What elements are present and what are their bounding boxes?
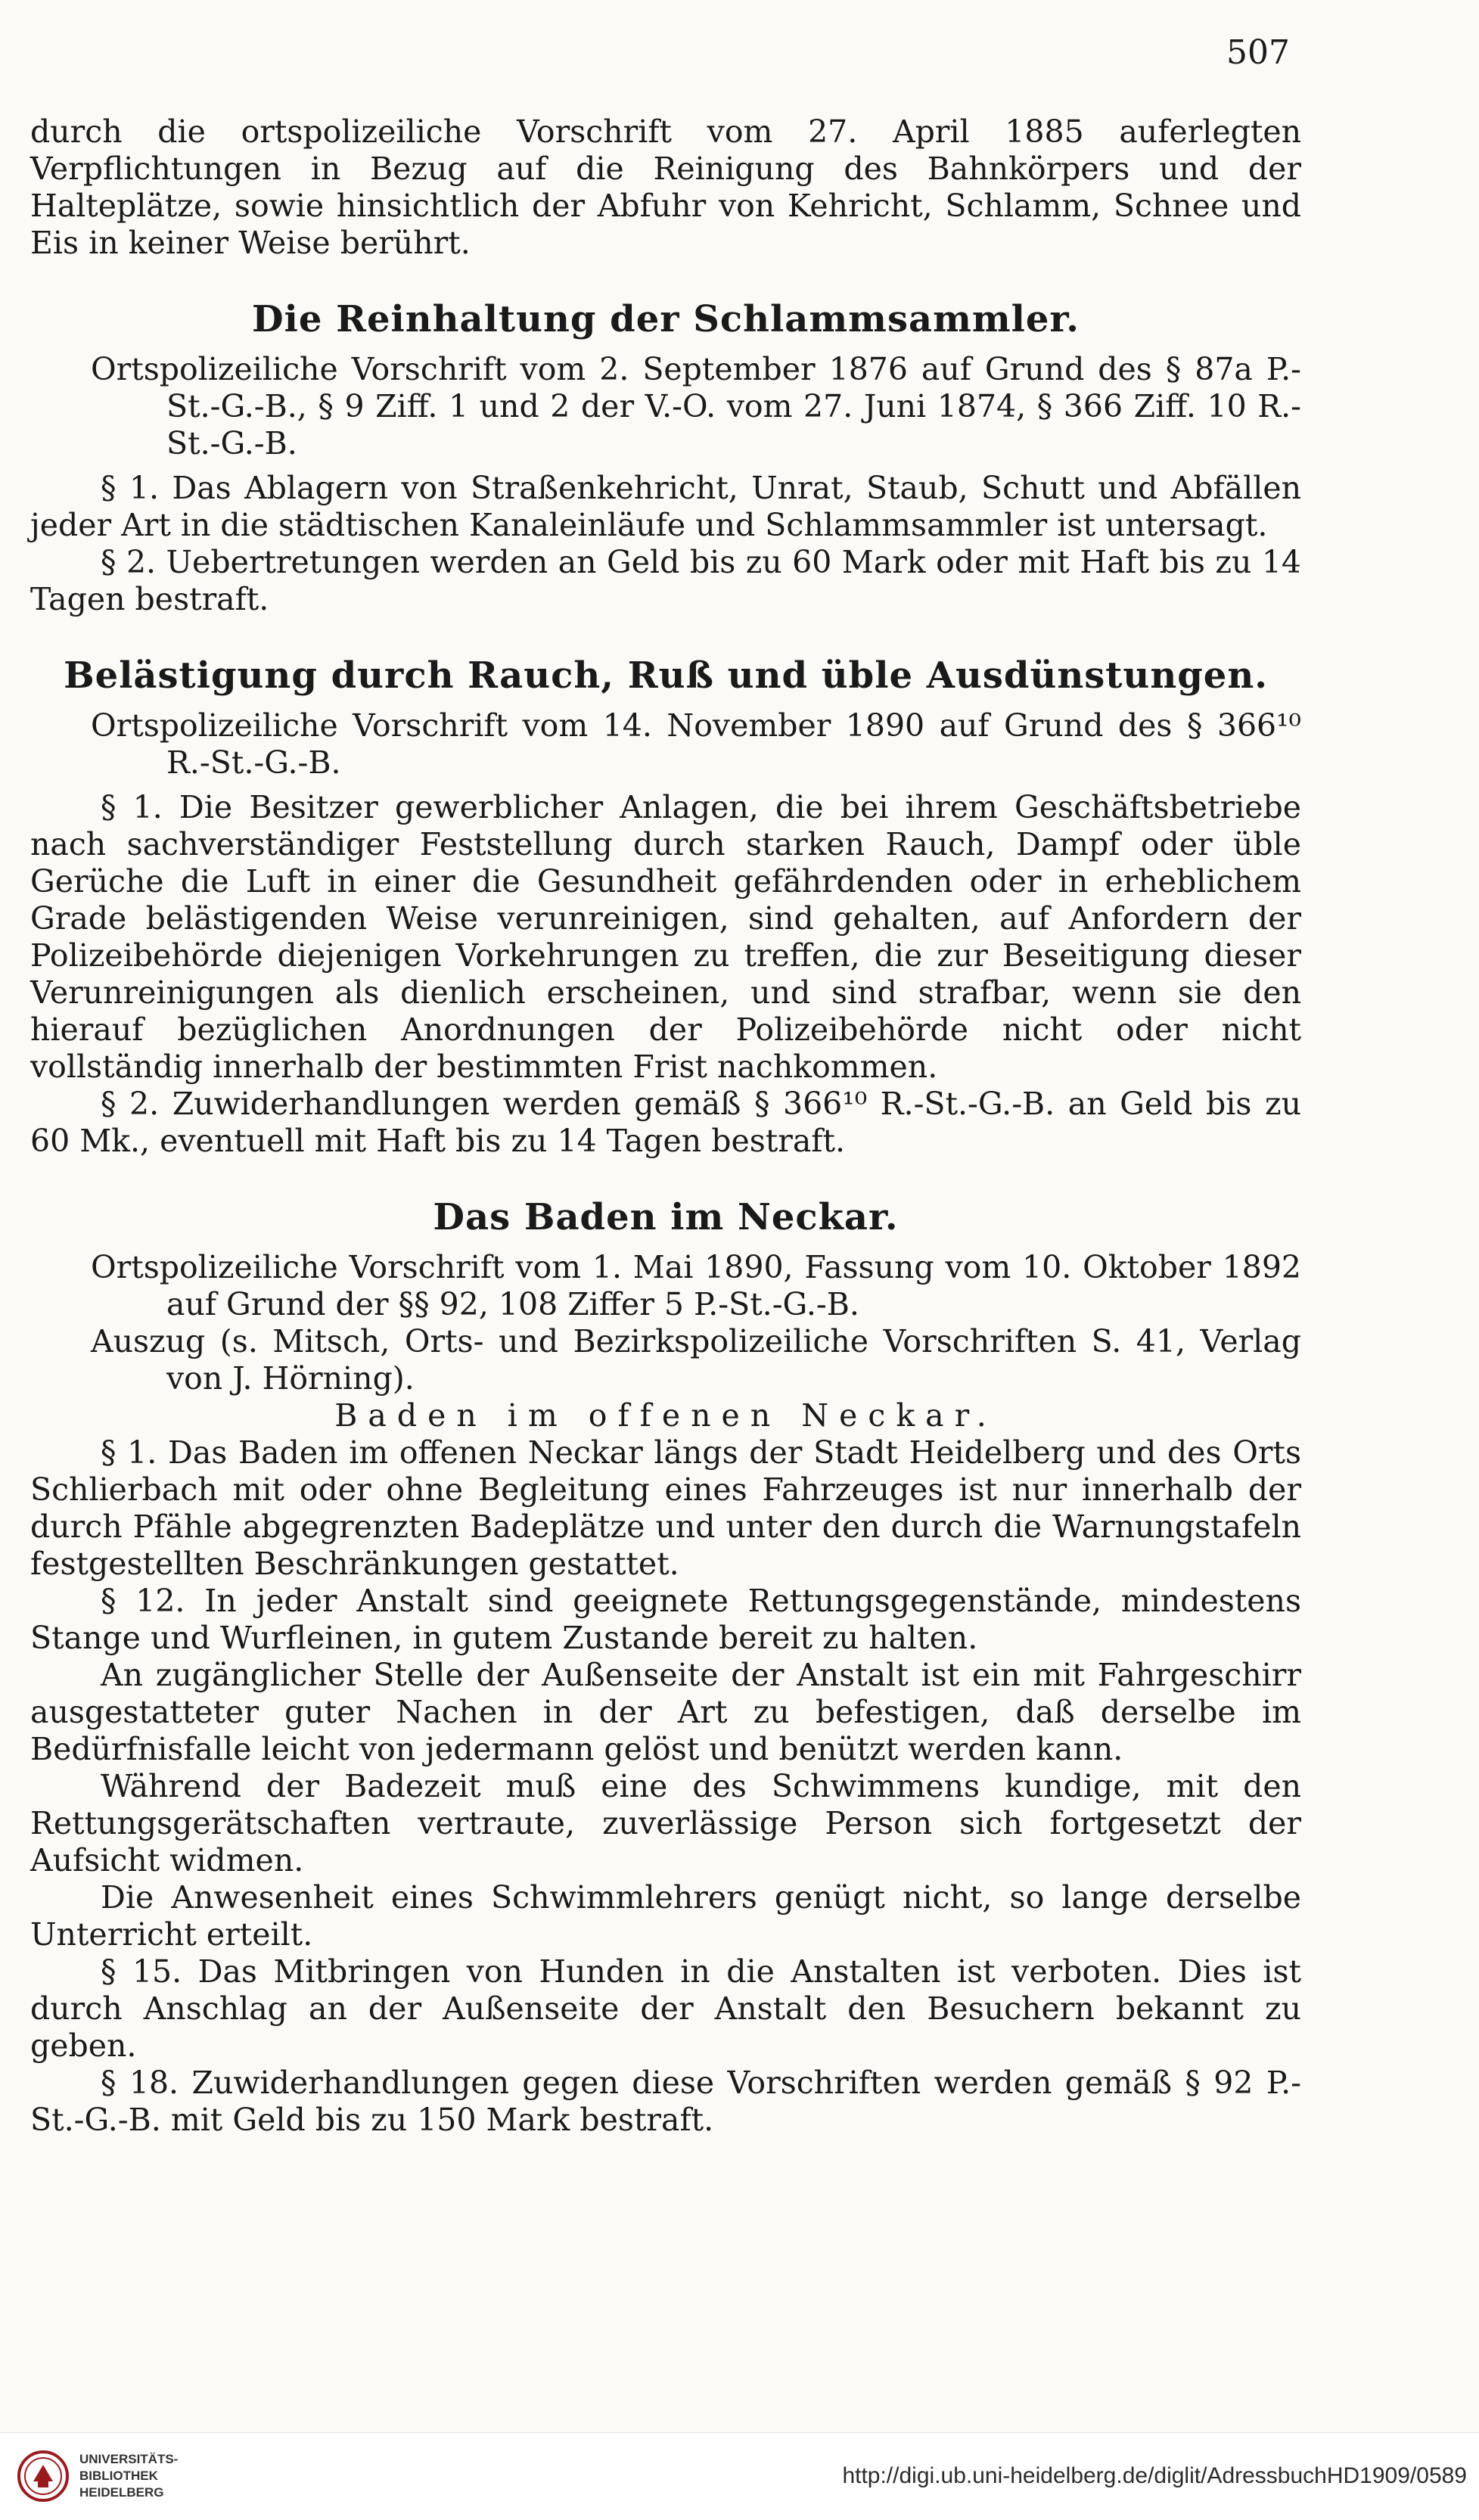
section-heading: Belästigung durch Rauch, Ruß und üble Ausdünstungen. bbox=[64, 654, 1268, 697]
logo-line: UNIVERSITÄTS- bbox=[79, 2452, 179, 2466]
paragraph: § 1. Das Baden im offenen Neckar längs der Stadt Heidelberg und des Orts Schlierbach mit oder ohne Begleitung eines Fahrzeuges ist nur innerhalb der durch Pfähle abgegrenzten Badeplätze und unter den durch die Warnungstafeln festgestellten Beschränkungen gestattet. bbox=[30, 1434, 1301, 1582]
source-url-link[interactable]: http://digi.ub.uni-heidelberg.de/diglit/AdressbuchHD1909/0589 bbox=[842, 2463, 1467, 2488]
subsection-title: Baden im offenen Neckar. bbox=[334, 1397, 997, 1434]
section-heading: Das Baden im Neckar. bbox=[433, 1196, 899, 1238]
paragraph: § 1. Das Ablagern von Straßenkehricht, Unrat, Staub, Schutt und Abfällen jeder Art in die städtischen Kanaleinläufe und Schlammsammler ist untersagt. bbox=[30, 470, 1301, 543]
paragraph: Während der Badezeit muß eine des Schwimmens kundige, mit den Rettungsgerätschaften vertraute, zuverlässige Person sich fortgesetzt der Aufsicht widmen. bbox=[30, 1768, 1301, 1878]
paragraph: Die Anwesenheit eines Schwimmlehrers genügt nicht, so lange derselbe Unterricht erteilt. bbox=[30, 1879, 1301, 1953]
university-seal-icon bbox=[17, 2450, 70, 2503]
paragraph: § 2. Uebertretungen werden an Geld bis zu 60 Mark oder mit Haft bis zu 14 Tagen bestraft. bbox=[30, 544, 1301, 617]
paragraph: durch die ortspolizeiliche Vorschrift vom 27. April 1885 auferlegten Verpflichtungen in Bezug auf die Reinigung des Bahnkörpers und der Halteplätze, sowie hinsichtlich der Abfuhr von Kehricht, Schlamm, Schnee und Eis in keiner Weise berührt. bbox=[30, 113, 1301, 261]
paragraph: § 1. Die Besitzer gewerblicher Anlagen, die bei ihrem Geschäftsbetriebe nach sachverständiger Feststellung durch starken Rauch, Dampf oder üble Gerüche die Luft in einer die Gesundheit gefährdenden oder in erheblichem Grade belästigenden Weise verunreinigen, sind gehalten, auf Anfordern der Polizeibehörde diejenigen Vorkehrungen zu treffen, die zur Beseitigung dieser Verunreinigungen als dienlich erscheinen, und sind strafbar, wenn sie den hierauf bezüglichen Anordnungen der Polizeibehörde nicht oder nicht vollständig innerhalb der bestimmten Frist nachkommen. bbox=[30, 789, 1301, 1085]
logo-line: BIBLIOTHEK bbox=[79, 2469, 158, 2483]
paragraph: § 15. Das Mitbringen von Hunden in die Anstalten ist verboten. Dies ist durch Anschlag an der Außenseite der Anstalt den Besuchern bekannt zu geben. bbox=[30, 1953, 1301, 2064]
page-text bbox=[30, 113, 1301, 2139]
footer-bar bbox=[0, 2432, 1479, 2520]
regulation-reference: Ortspolizeiliche Vorschrift vom 14. November 1890 auf Grund des § 366¹⁰ R.-St.-G.-B. bbox=[91, 707, 1301, 781]
section-heading: Die Reinhaltung der Schlammsammler. bbox=[251, 298, 1080, 340]
page-number: 507 bbox=[1226, 33, 1290, 72]
library-logo-text bbox=[79, 2451, 178, 2501]
regulation-reference: Ortspolizeiliche Vorschrift vom 2. September 1876 auf Grund des § 87a P.-St.-G.-B., § 9 Ziff. 1 und 2 der V.-O. vom 27. Juni 1874, § 366 Ziff. 10 R.-St.-G.-B. bbox=[91, 351, 1301, 461]
paragraph: § 2. Zuwiderhandlungen werden gemäß § 366¹⁰ R.-St.-G.-B. an Geld bis zu 60 Mk., eventuell mit Haft bis zu 14 Tagen bestraft. bbox=[30, 1086, 1301, 1159]
paragraph: An zugänglicher Stelle der Außenseite der Anstalt ist ein mit Fahrgeschirr ausgestatteter guter Nachen in der Art zu befestigen, daß derselbe im Bedürfnisfalle leicht von jedermann gelöst und benützt werden kann. bbox=[30, 1657, 1301, 1767]
paragraph: § 12. In jeder Anstalt sind geeignete Rettungsgegenstände, mindestens Stange und Wurfleinen, in gutem Zustande bereit zu halten. bbox=[30, 1583, 1301, 1656]
logo-line: HEIDELBERG bbox=[79, 2485, 164, 2500]
paragraph: § 18. Zuwiderhandlungen gegen diese Vorschriften werden gemäß § 92 P.-St.-G.-B. mit Geld bis zu 150 Mark bestraft. bbox=[30, 2065, 1301, 2138]
regulation-reference: Ortspolizeiliche Vorschrift vom 1. Mai 1890, Fassung vom 10. Oktober 1892 auf Grund der §§ 92, 108 Ziffer 5 P.-St.-G.-B. bbox=[91, 1249, 1301, 1322]
excerpt-note: Auszug (s. Mitsch, Orts- und Bezirkspolizeiliche Vorschriften S. 41, Verlag von J. Hörning). bbox=[91, 1323, 1301, 1397]
